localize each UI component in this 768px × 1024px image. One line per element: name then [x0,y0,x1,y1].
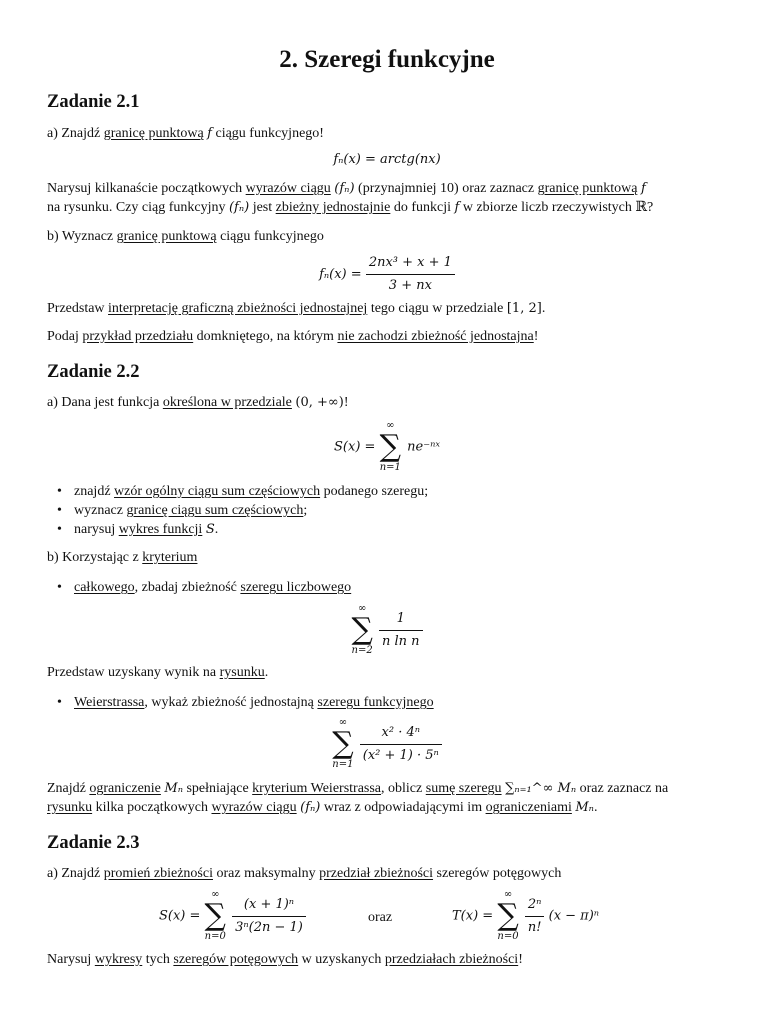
text: wyznacz [74,503,127,518]
text: tego ciągu w przedziale [367,301,507,316]
text: Przedstaw [47,301,109,316]
equation-lhs: T(x) = [452,908,494,924]
text: oraz zaznacz na [576,781,669,796]
sum-upper-limit: ∞ [386,420,395,431]
sum-sign [380,420,401,474]
bullet-item [74,483,754,501]
sum-sign [205,889,226,943]
text: ciągu funkcyjnego! [211,126,324,141]
text: w zbiorze liczb rzeczywistych ℝ? [459,200,654,215]
text: ! [343,395,349,410]
underlined-term: nie zachodzi zbieżność jednostajna [337,329,534,344]
sigma-symbol: ∑ [204,898,226,933]
numerator: 2ⁿ [527,896,542,912]
underlined-term: wyrazów ciągu [245,181,331,196]
underlined-term: granicę punktową [116,229,217,244]
sigma-symbol: ∑ [351,612,373,647]
text: Przedstaw uzyskany wynik na [47,665,220,680]
underlined-term: wzór ogólny ciągu sum częściowych [114,484,321,499]
math-sum-Mn: ∑ₙ₌₁^∞ Mₙ [505,781,577,796]
text: . [541,301,546,316]
text: Narysuj [47,952,95,967]
sum-upper-limit: ∞ [357,603,367,614]
equation-text: fₙ(x) = arctg(nx) [333,152,441,167]
numerator: x² · 4ⁿ [381,724,421,740]
heading-zadanie-2-1: Zadanie 2.1 [47,92,140,112]
text: , wykaż zbieżność jednostajną [144,695,318,710]
z23-part-a-text [47,865,727,883]
text: domkniętego, na którym [193,329,338,344]
sum-lower-limit: n=0 [497,931,519,942]
sigma-symbol: ∑ [497,898,519,933]
underlined-term: wyrazów ciągu [211,800,297,815]
sum-lower-limit: n=1 [379,462,401,473]
underlined-term: szeregów potęgowych [173,952,299,967]
underlined-term: przedziałach zbieżności [384,952,519,967]
sum-sign [332,717,353,771]
math-fn: (fₙ) [300,800,321,815]
text: w uzyskanych [298,952,385,967]
bullet-item [74,521,754,539]
bullet-item [74,579,754,597]
text: Znajdź [47,781,90,796]
sum-sign [351,603,372,657]
numerator: (x + 1)ⁿ [243,896,295,912]
page-title: 2. Szeregi funkcyjne [279,46,495,73]
underlined-term: sumę szeregu [425,781,502,796]
text: kilka początkowych [92,800,212,815]
text: , zbadaj zbieżność [134,580,241,595]
text: podanego szeregu; [320,484,429,499]
text: szeregów potęgowych [433,866,562,881]
text: . [214,522,219,537]
z21-paragraph-5 [47,300,727,318]
denominator: 3 + nx [366,274,455,295]
underlined-term: interpretację graficzną zbieżności jednostajnej [108,301,368,316]
z22-paragraph-10 [47,799,727,817]
equation-lhs: fₙ(x) = [319,267,362,282]
underlined-term: określona w przedziale [162,395,292,410]
math-f: f [454,200,460,215]
equation-lhs: S(x) = [159,908,201,924]
text: a) Znajdź [47,126,104,141]
bullet-item [74,502,754,520]
math-S: S [205,522,215,537]
math-Mn: Mₙ [575,800,594,815]
text: do funkcji [390,200,455,215]
fraction [232,896,306,937]
text: . [593,800,598,815]
math-f: f [641,181,646,196]
denominator: n! [525,916,545,937]
underlined-term: szeregu liczbowego [240,580,352,595]
underlined-term: rysunku [219,665,265,680]
underlined-term: kryterium Weierstrassa [252,781,382,796]
math-Mn: Mₙ [164,781,183,796]
underlined-term: granicę punktową [537,181,638,196]
underlined-term: granicę ciągu sum częściowych [126,503,304,518]
text: (przynajmniej 10) oraz zaznacz [354,181,538,196]
text: jest [249,200,276,215]
fraction [360,724,442,765]
text: ciągu funkcyjnego [216,229,324,244]
z23-paragraph-final [47,951,727,969]
math-f: f [207,126,212,141]
equation-sum-S [47,420,727,474]
bullet-item [74,694,754,712]
text: , oblicz [381,781,426,796]
text: ! [533,329,539,344]
underlined-term: ograniczenie [89,781,161,796]
underlined-term: ograniczeniami [485,800,572,815]
text: Podaj [47,329,83,344]
equation-arctg [47,151,727,169]
text: b) Korzystając z [47,550,143,565]
underlined-term: wykresy [94,952,143,967]
z22-part-a-text [47,394,727,412]
sum-lower-limit: n=2 [351,645,373,656]
underlined-term: zbieżny jednostajnie [275,200,391,215]
connector-oraz: oraz [368,910,393,925]
z22-paragraph-8 [47,664,727,682]
text: narysuj [74,522,119,537]
sum-lower-limit: n=0 [204,931,226,942]
text: znajdź [74,484,115,499]
denominator: (x² + 1) · 5ⁿ [360,744,442,765]
underlined-term: Weierstrassa [74,695,145,710]
text: a) Znajdź [47,866,104,881]
denominator: 3ⁿ(2n − 1) [232,916,306,937]
underlined-term: całkowego [74,580,135,595]
sigma-symbol: ∑ [379,429,401,464]
z21-paragraph-2 [47,180,727,198]
text: ! [518,952,523,967]
equation-fraction-fn [47,254,727,295]
text: oraz maksymalny [213,866,320,881]
denominator: n ln n [379,630,423,651]
z21-part-a-text [47,125,727,143]
text: ; [303,503,308,518]
equation-sum-1-nlnn [47,603,727,657]
underlined-term: wykres funkcji [118,522,203,537]
z22-paragraph-9 [47,780,727,798]
text: na rysunku. Czy ciąg funkcyjny [47,200,229,215]
text: b) Wyznacz [47,229,117,244]
math-fn: (fₙ) [334,181,355,196]
underlined-term: przykład przedziału [82,329,194,344]
text: Narysuj kilkanaście początkowych [47,181,246,196]
equation-T [452,889,599,943]
equation-lhs: S(x) = [334,439,376,455]
heading-zadanie-2-3: Zadanie 2.3 [47,833,140,853]
text: . [264,665,269,680]
math-fn: (fₙ) [228,200,250,215]
z21-paragraph-3 [47,199,727,217]
text: spełniające [182,781,253,796]
text: tych [142,952,174,967]
fraction [379,610,423,651]
equation-weierstrass-series [47,717,727,771]
fraction [366,254,455,295]
underlined-term: granicę punktową [103,126,204,141]
z22-part-b-text [47,549,727,567]
sum-sign [497,889,518,943]
underlined-term: przedział zbieżności [319,866,434,881]
sum-upper-limit: ∞ [503,889,513,900]
fraction [525,896,545,937]
z21-paragraph-6 [47,328,727,346]
underlined-term: kryterium [142,550,198,565]
math-interval: [1, 2] [506,301,542,316]
text: a) Dana jest funkcja [47,395,163,410]
underlined-term: szeregu funkcyjnego [317,695,434,710]
equation-tail: (x − π)ⁿ [548,908,600,924]
math-interval: (0, +∞) [295,395,344,410]
numerator: 2nx³ + x + 1 [368,255,452,270]
sum-upper-limit: ∞ [211,889,220,900]
sum-upper-limit: ∞ [338,717,348,728]
text: wraz z odpowiadającymi im [320,800,486,815]
equation-rhs: ne⁻ⁿˣ [407,439,440,455]
heading-zadanie-2-2: Zadanie 2.2 [47,362,140,382]
underlined-term: rysunku [47,800,93,815]
numerator: 1 [396,610,405,626]
underlined-term: promień zbieżności [103,866,213,881]
z21-part-b-text [47,228,727,246]
sum-lower-limit: n=1 [332,759,354,770]
sigma-symbol: ∑ [332,726,354,761]
equation-S [159,889,306,943]
